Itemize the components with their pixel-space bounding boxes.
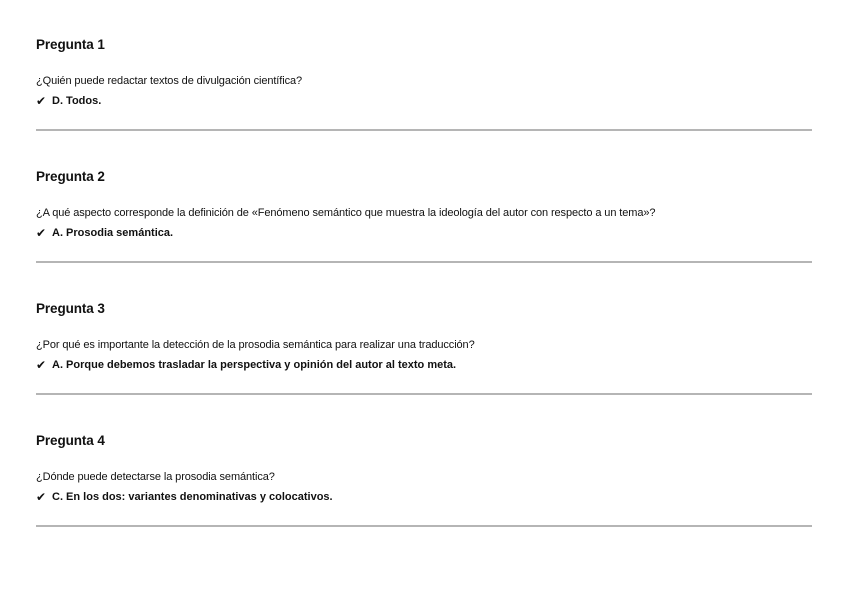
checkmark-icon: ✔: [36, 358, 47, 372]
question-title: Pregunta 3: [36, 301, 105, 316]
answer-label: A. Prosodia semántica.: [52, 227, 174, 239]
question-text: ¿A qué aspecto corresponde la definición de «Fenómeno semántico que muestra la ideología del autor con respecto a un tema»?: [36, 207, 656, 219]
question-text: ¿Por qué es importante la detección de la prosodia semántica para realizar una traducción?: [36, 339, 475, 351]
question-answer: [36, 358, 456, 372]
question-answer: [36, 226, 173, 240]
divider: [36, 393, 812, 395]
question-block-4: [36, 432, 812, 527]
question-title: Pregunta 1: [36, 37, 105, 52]
checkmark-icon: ✔: [36, 490, 47, 504]
question-title: Pregunta 4: [36, 433, 105, 448]
checkmark-icon: ✔: [36, 94, 47, 108]
divider: [36, 261, 812, 263]
answer-label: D. Todos.: [52, 95, 102, 107]
checkmark-icon: ✔: [36, 226, 47, 240]
answer-label: A. Porque debemos trasladar la perspectiva y opinión del autor al texto meta.: [52, 359, 457, 371]
question-block-1: [36, 36, 812, 131]
answer-label: C. En los dos: variantes denominativas y colocativos.: [52, 491, 333, 503]
question-text: ¿Quién puede redactar textos de divulgación científica?: [36, 75, 302, 87]
divider: [36, 525, 812, 527]
divider: [36, 129, 812, 131]
question-title: Pregunta 2: [36, 169, 105, 184]
question-answer: [36, 94, 101, 108]
question-text: ¿Dónde puede detectarse la prosodia semántica?: [36, 471, 275, 483]
question-block-2: [36, 168, 812, 263]
question-block-3: [36, 300, 812, 395]
question-answer: [36, 490, 333, 504]
